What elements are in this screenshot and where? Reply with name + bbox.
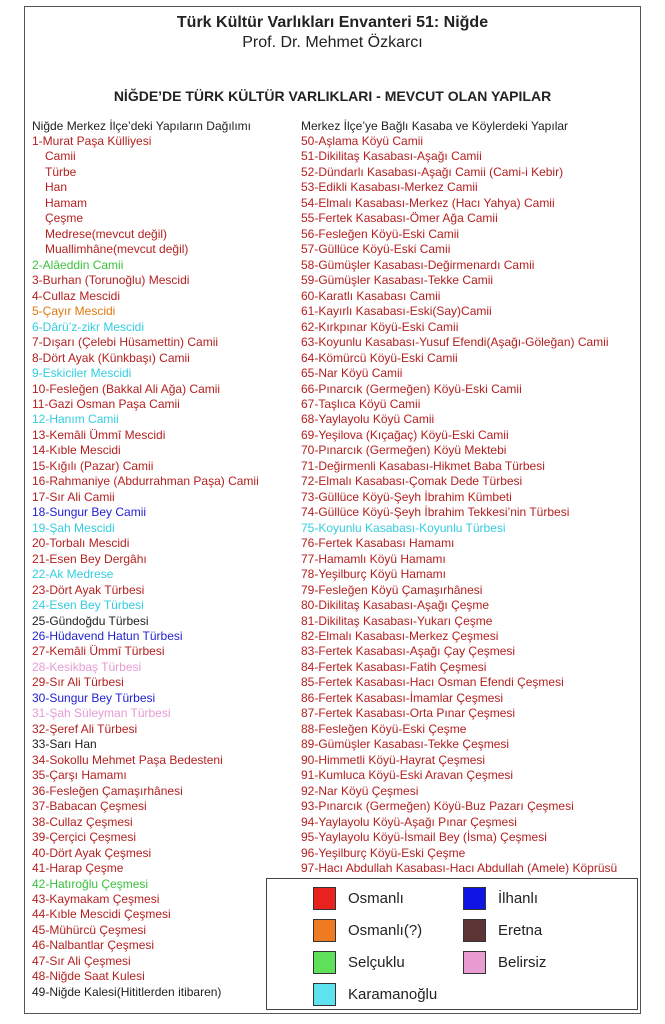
structure-entry: 79-Fesleğen Köyü Çamaşırhânesi — [301, 582, 483, 597]
legend-item-belirsiz — [463, 951, 546, 974]
structure-entry: 85-Fertek Kasabası-Hacı Osman Efendi Çeşmesi — [301, 675, 564, 690]
structure-entry: Camii — [45, 149, 76, 164]
structure-entry: 75-Koyunlu Kasabası-Koyunlu Türbesi — [301, 520, 506, 535]
structure-entry: 3-Burhan (Torunoğlu) Mescidi — [32, 273, 190, 288]
structure-entry: 8-Dört Ayak (Künkbaşı) Camii — [32, 350, 190, 365]
legend-item-eretna — [463, 919, 542, 942]
structure-entry: 20-Torbalı Mescidi — [32, 536, 130, 551]
structure-entry: 53-Edikli Kasabası-Merkez Camii — [301, 180, 478, 195]
structure-entry: 24-Esen Bey Türbesi — [32, 598, 144, 613]
structure-entry: 60-Karatlı Kasabası Camii — [301, 288, 441, 303]
karamanoglu-swatch — [313, 983, 336, 1006]
structure-entry: Muallimhâne(mevcut değil) — [45, 242, 189, 257]
structure-entry: 17-Sır Ali Camii — [32, 489, 115, 504]
structure-entry: 82-Elmalı Kasabası-Merkez Çeşmesi — [301, 629, 499, 643]
eretna-swatch — [463, 919, 486, 942]
legend-item-selcuklu — [313, 951, 405, 974]
legend-label: İlhanlı — [498, 890, 539, 907]
legend-item-osmanli — [313, 887, 404, 910]
structure-entry: 65-Nar Köyü Camii — [301, 366, 403, 381]
osmanli-uncertain-swatch — [313, 919, 336, 942]
structure-entry: 41-Harap Çeşme — [32, 861, 124, 876]
structure-entry: 38-Cullaz Çeşmesi — [32, 814, 133, 829]
structure-entry: 37-Babacan Çeşmesi — [32, 799, 147, 814]
structure-entry: 48-Niğde Saat Kulesi — [32, 969, 145, 984]
structure-entry: 89-Gümüşler Kasabası-Tekke Çeşmesi — [301, 737, 510, 752]
structure-entry: 21-Esen Bey Dergâhı — [32, 551, 147, 566]
structure-entry: 74-Güllüce Köyü-Şeyh İbrahim Tekkesi’nin Türbesi — [301, 505, 570, 520]
structure-entry: 45-Mühürcü Çeşmesi — [32, 922, 147, 937]
village-structures-list — [301, 134, 617, 877]
structure-entry: 86-Fertek Kasabası-İmamlar Çeşmesi — [301, 690, 504, 705]
structure-entry: 19-Şah Mescidi — [32, 520, 115, 535]
structure-entry: 76-Fertek Kasabası Hamamı — [301, 536, 455, 551]
ilhanli-swatch — [463, 887, 486, 910]
structure-entry: 52-Dündarlı Kasabası-Aşağı Camii (Cami-i Kebir) — [301, 164, 564, 179]
structure-entry: 15-Kığılı (Pazar) Camii — [32, 458, 154, 473]
structure-entry: 72-Elmalı Kasabası-Çomak Dede Türbesi — [301, 474, 523, 489]
structure-entry: 70-Pınarcık (Germeğen) Köyü Mektebi — [301, 443, 507, 458]
structure-entry: 10-Fesleğen (Bakkal Ali Ağa) Camii — [32, 381, 221, 396]
structure-entry: Türbe — [45, 164, 77, 179]
structure-entry: 61-Kayırlı Kasabası-Eski(Say)Camii — [301, 304, 492, 319]
belirsiz-swatch — [463, 951, 486, 974]
structure-entry: 90-Himmetli Köyü-Hayrat Çeşmesi — [301, 752, 486, 767]
structure-entry: 51-Dikilitaş Kasabası-Aşağı Camii — [301, 149, 482, 164]
structure-entry: Hamam — [45, 195, 88, 210]
structure-entry: 49-Niğde Kalesi(Hititlerden itibaren) — [32, 984, 222, 999]
structure-entry: 96-Yeşilburç Köyü-Eski Çeşme — [301, 845, 466, 860]
structure-entry: 95-Yaylayolu Köyü-İsmail Bey (İsma) Çeşmesi — [301, 830, 547, 845]
structure-entry: 28-Kesikbaş Türbesi — [32, 659, 142, 674]
structure-entry: 92-Nar Köyü Çeşmesi — [301, 783, 419, 798]
structure-entry: 33-Sarı Han — [32, 737, 97, 752]
structure-entry: 55-Fertek Kasabası-Ömer Ağa Camii — [301, 211, 498, 226]
structure-entry: 35-Çarşı Hamamı — [32, 768, 127, 783]
structure-entry: 42-Hatıroğlu Çeşmesi — [32, 876, 149, 891]
structure-entry: 31-Şah Süleyman Türbesi — [32, 706, 171, 721]
legend-label: Eretna — [498, 922, 543, 939]
legend-label: Osmanlı — [348, 890, 404, 907]
legend-label: Karamanoğlu — [348, 986, 438, 1003]
structure-entry: 46-Nalbantlar Çeşmesi — [32, 938, 155, 953]
structure-entry: 34-Sokollu Mehmet Paşa Bedesteni — [32, 752, 223, 767]
structure-entry: 88-Fesleğen Köyü-Eski Çeşme — [301, 721, 467, 736]
structure-entry: 13-Kemâli Ümmî Mescidi — [32, 427, 166, 442]
structure-entry: 2-Alâeddin Camii — [32, 257, 124, 272]
structure-entry: 22-Ak Medrese — [32, 567, 114, 582]
structure-entry: 66-Pınarcık (Germeğen) Köyü-Eski Camii — [301, 381, 522, 396]
structure-entry: Han — [45, 180, 68, 195]
structure-entry: Medrese(mevcut değil) — [45, 226, 168, 241]
structure-entry: 97-Hacı Abdullah Kasabası-Hacı Abdullah (Amele) Köprüsü — [301, 861, 618, 876]
structure-entry: 67-Taşlıca Köyü Camii — [301, 396, 421, 411]
selcuklu-swatch — [313, 951, 336, 974]
structure-entry: 30-Sungur Bey Türbesi — [32, 690, 156, 705]
structure-entry: 11-Gazi Osman Paşa Camii — [32, 396, 180, 411]
structure-entry: 91-Kumluca Köyü-Eski Aravan Çeşmesi — [301, 768, 514, 783]
document-title: Türk Kültür Varlıkları Envanteri 51: Niğde — [176, 14, 489, 31]
legend-item-ilhanli — [463, 887, 538, 910]
structure-entry: Çeşme — [45, 211, 84, 226]
structure-entry: 7-Dışarı (Çelebi Hüsamettin) Camii — [32, 335, 219, 350]
structure-entry: 27-Kemâli Ümmî Türbesi — [32, 644, 165, 659]
structure-entry: 83-Fertek Kasabası-Aşağı Çay Çeşmesi — [301, 644, 516, 659]
structure-entry: 71-Değirmenli Kasabası-Hikmet Baba Türbesi — [301, 458, 545, 473]
structure-entry: 9-Eskiciler Mescidi — [32, 366, 132, 381]
structure-entry: 73-Güllüce Köyü-Şeyh İbrahim Kümbeti — [301, 489, 512, 504]
left-column-header: Niğde Merkez İlçe’deki Yapıların Dağılımı — [32, 119, 251, 133]
structure-entry: 39-Çerçici Çeşmesi — [32, 830, 137, 845]
structure-entry: 5-Çayır Mescidi — [32, 304, 116, 319]
structure-entry: 78-Yeşilburç Köyü Hamamı — [301, 567, 446, 582]
structure-entry: 54-Elmalı Kasabası-Merkez (Hacı Yahya) Camii — [301, 195, 555, 210]
structure-entry: 56-Fesleğen Köyü-Eski Camii — [301, 226, 460, 241]
structure-entry: 16-Rahmaniye (Abdurrahman Paşa) Camii — [32, 474, 259, 489]
structure-entry: 4-Cullaz Mescidi — [32, 288, 121, 303]
structure-entry: 12-Hanım Camii — [32, 412, 119, 427]
structure-entry: 94-Yaylayolu Köyü-Aşağı Pınar Çeşmesi — [301, 814, 517, 829]
legend-item-osmanli-uncertain — [313, 919, 422, 942]
legend-item-karamanoglu — [313, 983, 437, 1006]
structure-entry: 87-Fertek Kasabası-Orta Pınar Çeşmesi — [301, 706, 516, 721]
legend-label: Selçuklu — [348, 954, 405, 971]
structure-entry: 40-Dört Ayak Çeşmesi — [32, 845, 152, 860]
structure-entry: 44-Kıble Mescidi Çeşmesi — [32, 907, 171, 922]
structure-entry: 1-Murat Paşa Külliyesi — [32, 134, 152, 148]
structure-entry: 57-Güllüce Köyü-Eski Camii — [301, 242, 451, 257]
structure-entry: 32-Şeref Ali Türbesi — [32, 721, 138, 736]
merkez-structures-list — [32, 134, 259, 1000]
structure-entry: 64-Kömürcü Köyü-Eski Camii — [301, 350, 458, 365]
structure-entry: 69-Yeşilova (Kıçağaç) Köyü-Eski Camii — [301, 427, 509, 442]
period-legend — [266, 878, 638, 1010]
author-name: Prof. Dr. Mehmet Özkarcı — [242, 34, 423, 51]
structure-entry: 50-Aşlama Köyü Camii — [301, 134, 424, 148]
structure-entry: 62-Kırkpınar Köyü-Eski Camii — [301, 319, 459, 334]
structure-entry: 58-Gümüşler Kasabası-Değirmenardı Camii — [301, 257, 535, 272]
section-heading: NİĞDE’DE TÜRK KÜLTÜR VARLIKLARI - MEVCUT OLAN YAPILAR — [113, 88, 552, 104]
structure-entry: 81-Dikilitaş Kasabası-Yukarı Çeşme — [301, 613, 493, 628]
structure-entry: 14-Kıble Mescidi — [32, 443, 121, 458]
legend-label: Osmanlı(?) — [348, 922, 423, 939]
structure-entry: 59-Gümüşler Kasabası-Tekke Camii — [301, 273, 494, 288]
structure-entry: 93-Pınarcık (Germeğen) Köyü-Buz Pazarı Çeşmesi — [301, 799, 574, 814]
structure-entry: 43-Kaymakam Çeşmesi — [32, 891, 160, 906]
structure-entry: 84-Fertek Kasabası-Fatih Çeşmesi — [301, 659, 487, 674]
osmanli-swatch — [313, 887, 336, 910]
structure-entry: 29-Sır Ali Türbesi — [32, 675, 124, 690]
structure-entry: 63-Koyunlu Kasabası-Yusuf Efendi(Aşağı-Göleğan) Camii — [301, 335, 609, 350]
legend-label: Belirsiz — [498, 954, 547, 971]
structure-entry: 80-Dikilitaş Kasabası-Aşağı Çeşme — [301, 598, 490, 613]
right-column-header: Merkez İlçe’ye Bağlı Kasaba ve Köylerdeki Yapılar — [301, 119, 569, 133]
structure-entry: 36-Fesleğen Çamaşırhânesi — [32, 783, 183, 798]
structure-entry: 68-Yaylayolu Köyü Camii — [301, 412, 435, 427]
structure-entry: 47-Sır Ali Çeşmesi — [32, 953, 131, 968]
structure-entry: 77-Hamamlı Köyü Hamamı — [301, 551, 446, 566]
structure-entry: 25-Gündoğdu Türbesi — [32, 613, 149, 628]
structure-entry: 26-Hüdavend Hatun Türbesi — [32, 629, 183, 643]
structure-entry: 23-Dört Ayak Türbesi — [32, 582, 145, 597]
structure-entry: 6-Dârü’z-zikr Mescidi — [32, 319, 145, 334]
structure-entry: 18-Sungur Bey Camii — [32, 505, 147, 520]
